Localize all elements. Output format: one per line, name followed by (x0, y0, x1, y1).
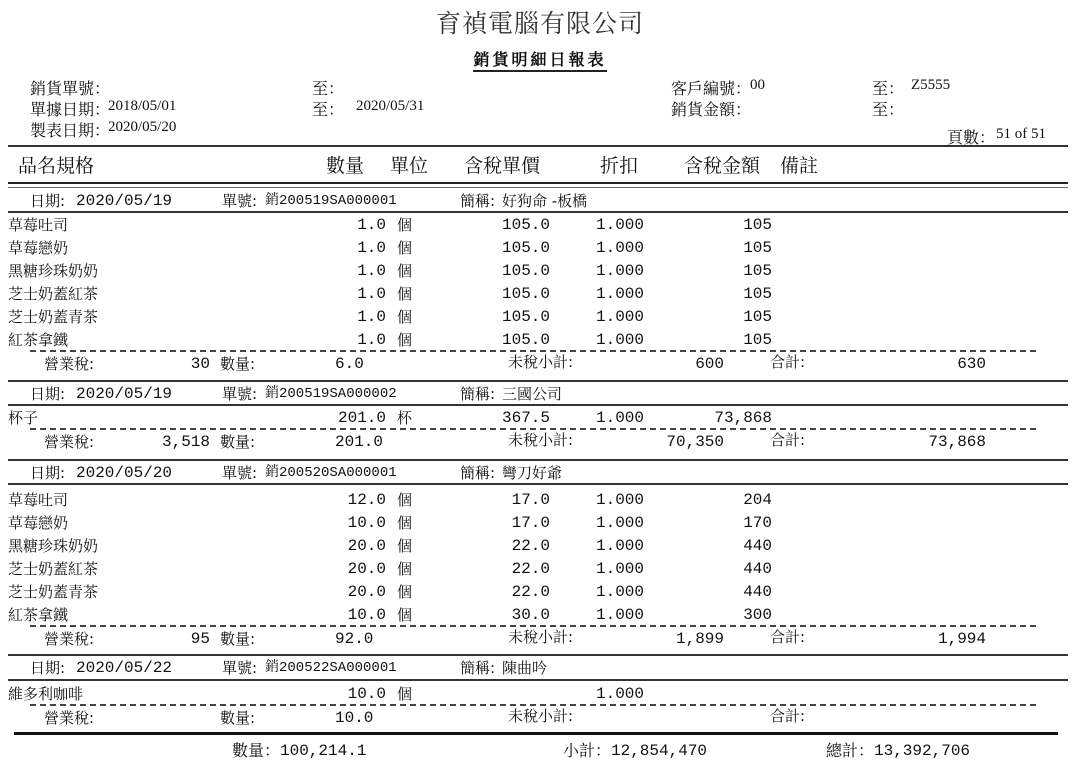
customer-label: 客戶編號： (671, 81, 752, 98)
customer-short-name: 陳曲吟 (502, 659, 548, 677)
item-qty: 20.0 (347, 583, 386, 601)
col-amount: 含稅金額 (684, 155, 761, 177)
total-label: 合計: (770, 628, 806, 646)
doc-date-label: 單據日期： (30, 102, 111, 119)
item-amount: 300 (743, 606, 772, 624)
item-name: 芝士奶蓋紅茶 (8, 285, 99, 303)
item-qty: 10.0 (347, 685, 386, 703)
customer-short-name: 好狗命 -板橋 (502, 192, 588, 210)
item-price: 367.5 (501, 409, 550, 427)
tax-value: 3,518 (161, 433, 210, 451)
item-name: 草莓吐司 (8, 216, 69, 234)
report-title-text: 銷貨明細日報表 (473, 52, 606, 72)
sales-no-to-label: 至： (312, 81, 345, 98)
order-date-label: 日期: (30, 192, 66, 210)
item-unit: 個 (397, 685, 413, 703)
item-amount: 73,868 (714, 409, 772, 427)
pretax-label: 未稅小計: (508, 431, 574, 449)
item-unit: 個 (397, 262, 413, 280)
col-qty: 數量 (326, 155, 365, 177)
order-no-label: 單號: (222, 464, 258, 482)
col-discount: 折扣 (600, 155, 639, 177)
item-amount: 105 (743, 239, 772, 257)
item-unit: 個 (397, 583, 413, 601)
item-name: 草莓吐司 (8, 491, 69, 509)
total-value: 1,994 (937, 630, 986, 648)
item-price: 17.0 (511, 514, 550, 532)
header-divider (8, 145, 1068, 147)
report-title (0, 47, 1080, 70)
doc-date-to-label: 至： (312, 102, 345, 119)
grand-qty-value: 100,214.1 (280, 742, 367, 760)
item-discount: 1.000 (596, 331, 645, 349)
item-unit: 個 (397, 239, 413, 257)
customer-short-name: 三國公司 (502, 385, 563, 403)
item-price: 105.0 (501, 285, 550, 303)
item-name: 杯子 (8, 409, 39, 427)
item-amount: 440 (743, 537, 772, 555)
item-price: 22.0 (511, 560, 550, 578)
order-date-label: 日期: (30, 659, 66, 677)
pretax-value: 1,899 (675, 630, 724, 648)
customer-short-label: 簡稱: (460, 192, 496, 210)
amount-to-label: 至： (872, 102, 905, 119)
tax-label: 營業稅: (44, 433, 95, 451)
tax-label: 營業稅: (44, 709, 95, 727)
item-price: 30.0 (511, 606, 550, 624)
item-unit: 杯 (397, 409, 413, 427)
column-header-divider (8, 182, 1068, 188)
order-no-label: 單號: (222, 385, 258, 403)
item-price: 105.0 (501, 239, 550, 257)
pretax-value: 600 (695, 355, 724, 373)
item-discount: 1.000 (596, 685, 645, 703)
total-value: 630 (957, 355, 986, 373)
total-label: 合計: (770, 707, 806, 725)
col-note: 備註 (780, 155, 819, 177)
item-unit: 個 (397, 606, 413, 624)
order-no: 銷200520SA000001 (265, 465, 397, 481)
item-name: 黑糖珍珠奶奶 (8, 262, 99, 280)
row-divider (8, 483, 1068, 485)
company-name: 育禎電腦有限公司 (435, 11, 644, 38)
item-unit: 個 (397, 216, 413, 234)
item-price: 22.0 (511, 537, 550, 555)
item-unit: 個 (397, 537, 413, 555)
item-name: 芝士奶蓋紅茶 (8, 560, 99, 578)
order-date: 2020/05/20 (76, 464, 173, 482)
col-price: 含稅單價 (464, 155, 541, 177)
order-no: 銷200519SA000002 (265, 386, 397, 402)
item-name: 維多利咖啡 (8, 685, 84, 703)
item-discount: 1.000 (596, 491, 645, 509)
item-qty: 1.0 (357, 216, 386, 234)
pretax-label: 未稅小計: (508, 628, 574, 646)
tax-value: 95 (190, 630, 210, 648)
sales-no-label: 銷貨單號： (30, 81, 111, 98)
row-divider (8, 404, 1068, 406)
item-discount: 1.000 (596, 560, 645, 578)
item-name: 草莓戀奶 (8, 239, 69, 257)
qty-total-label: 數量: (220, 709, 256, 727)
order-no: 銷200519SA000001 (265, 193, 397, 209)
customer-from: 00 (750, 77, 765, 93)
item-qty: 201.0 (337, 409, 386, 427)
item-discount: 1.000 (596, 239, 645, 257)
order-date: 2020/05/19 (76, 385, 173, 403)
item-discount: 1.000 (596, 514, 645, 532)
qty-total-label: 數量: (220, 355, 256, 373)
item-qty: 1.0 (357, 285, 386, 303)
qty-total-label: 數量: (220, 433, 256, 451)
item-discount: 1.000 (596, 537, 645, 555)
item-discount: 1.000 (596, 583, 645, 601)
item-name: 紅茶拿鐵 (8, 331, 69, 349)
qty-total-value: 6.0 (335, 355, 364, 373)
pretax-label: 未稅小計: (508, 707, 574, 725)
item-amount: 105 (743, 216, 772, 234)
item-price: 22.0 (511, 583, 550, 601)
page-number: 51 of 51 (996, 126, 1046, 142)
item-name: 黑糖珍珠奶奶 (8, 537, 99, 555)
item-name: 草莓戀奶 (8, 514, 69, 532)
pretax-value: 70,350 (666, 433, 724, 451)
order-divider (8, 654, 1068, 656)
item-discount: 1.000 (596, 216, 645, 234)
grand-subtotal-label: 小計： (563, 741, 612, 760)
doc-date-to: 2020/05/31 (356, 98, 425, 114)
order-divider (8, 459, 1068, 461)
item-discount: 1.000 (596, 606, 645, 624)
item-amount: 105 (743, 285, 772, 303)
item-unit: 個 (397, 331, 413, 349)
grand-total-value: 13,392,706 (874, 742, 971, 760)
item-unit: 個 (397, 491, 413, 509)
item-amount: 204 (743, 491, 772, 509)
order-no-label: 單號: (222, 192, 258, 210)
item-qty: 1.0 (357, 239, 386, 257)
order-no-label: 單號: (222, 659, 258, 677)
item-amount: 105 (743, 262, 772, 280)
order-divider (8, 380, 1068, 382)
customer-short-label: 簡稱: (460, 385, 496, 403)
item-price: 105.0 (501, 308, 550, 326)
order-date: 2020/05/19 (76, 192, 173, 210)
customer-short-name: 彎刀好爺 (502, 464, 563, 482)
qty-total-value: 92.0 (335, 630, 374, 648)
item-qty: 1.0 (357, 308, 386, 326)
customer-to: Z5555 (911, 77, 951, 93)
item-qty: 12.0 (347, 491, 386, 509)
item-qty: 1.0 (357, 262, 386, 280)
print-date-label: 製表日期： (30, 123, 111, 140)
item-name: 紅茶拿鐵 (8, 606, 69, 624)
item-amount: 105 (743, 331, 772, 349)
item-price: 105.0 (501, 331, 550, 349)
item-name: 芝士奶蓋青茶 (8, 308, 99, 326)
print-date: 2020/05/20 (108, 119, 177, 135)
qty-total-label: 數量: (220, 630, 256, 648)
item-discount: 1.000 (596, 409, 645, 427)
item-qty: 10.0 (347, 606, 386, 624)
grand-total-divider (14, 732, 1058, 735)
item-name: 芝士奶蓋青茶 (8, 583, 99, 601)
doc-date-from: 2018/05/01 (108, 98, 177, 114)
qty-total-value: 201.0 (335, 433, 384, 451)
item-discount: 1.000 (596, 308, 645, 326)
item-discount: 1.000 (596, 285, 645, 303)
item-amount: 440 (743, 560, 772, 578)
item-discount: 1.000 (596, 262, 645, 280)
customer-short-label: 簡稱: (460, 464, 496, 482)
col-unit: 單位 (390, 155, 429, 177)
total-label: 合計: (770, 353, 806, 371)
order-date-label: 日期: (30, 464, 66, 482)
order-no: 銷200522SA000001 (265, 660, 397, 676)
item-price: 105.0 (501, 262, 550, 280)
grand-subtotal-value: 12,854,470 (611, 742, 708, 760)
tax-label: 營業稅: (44, 355, 95, 373)
page-label: 頁數： (947, 130, 996, 147)
grand-total-label: 總計： (826, 741, 875, 760)
item-amount: 440 (743, 583, 772, 601)
pretax-label: 未稅小計: (508, 353, 574, 371)
item-qty: 10.0 (347, 514, 386, 532)
row-divider (8, 211, 1068, 213)
customer-short-label: 簡稱: (460, 659, 496, 677)
item-price: 17.0 (511, 491, 550, 509)
item-unit: 個 (397, 308, 413, 326)
amount-label: 銷貨金額： (671, 102, 752, 119)
qty-total-value: 10.0 (335, 709, 374, 727)
order-date: 2020/05/22 (76, 659, 173, 677)
item-amount: 105 (743, 308, 772, 326)
order-date-label: 日期: (30, 385, 66, 403)
customer-to-label: 至： (872, 81, 905, 98)
item-unit: 個 (397, 285, 413, 303)
grand-qty-label: 數量： (232, 741, 281, 760)
item-price: 105.0 (501, 216, 550, 234)
total-value: 73,868 (928, 433, 986, 451)
col-item: 品名規格 (18, 155, 95, 177)
item-qty: 20.0 (347, 537, 386, 555)
item-qty: 20.0 (347, 560, 386, 578)
row-divider (8, 679, 1068, 681)
item-qty: 1.0 (357, 331, 386, 349)
item-amount: 170 (743, 514, 772, 532)
total-label: 合計: (770, 431, 806, 449)
tax-value: 30 (190, 355, 210, 373)
tax-label: 營業稅: (44, 630, 95, 648)
item-unit: 個 (397, 560, 413, 578)
item-unit: 個 (397, 514, 413, 532)
